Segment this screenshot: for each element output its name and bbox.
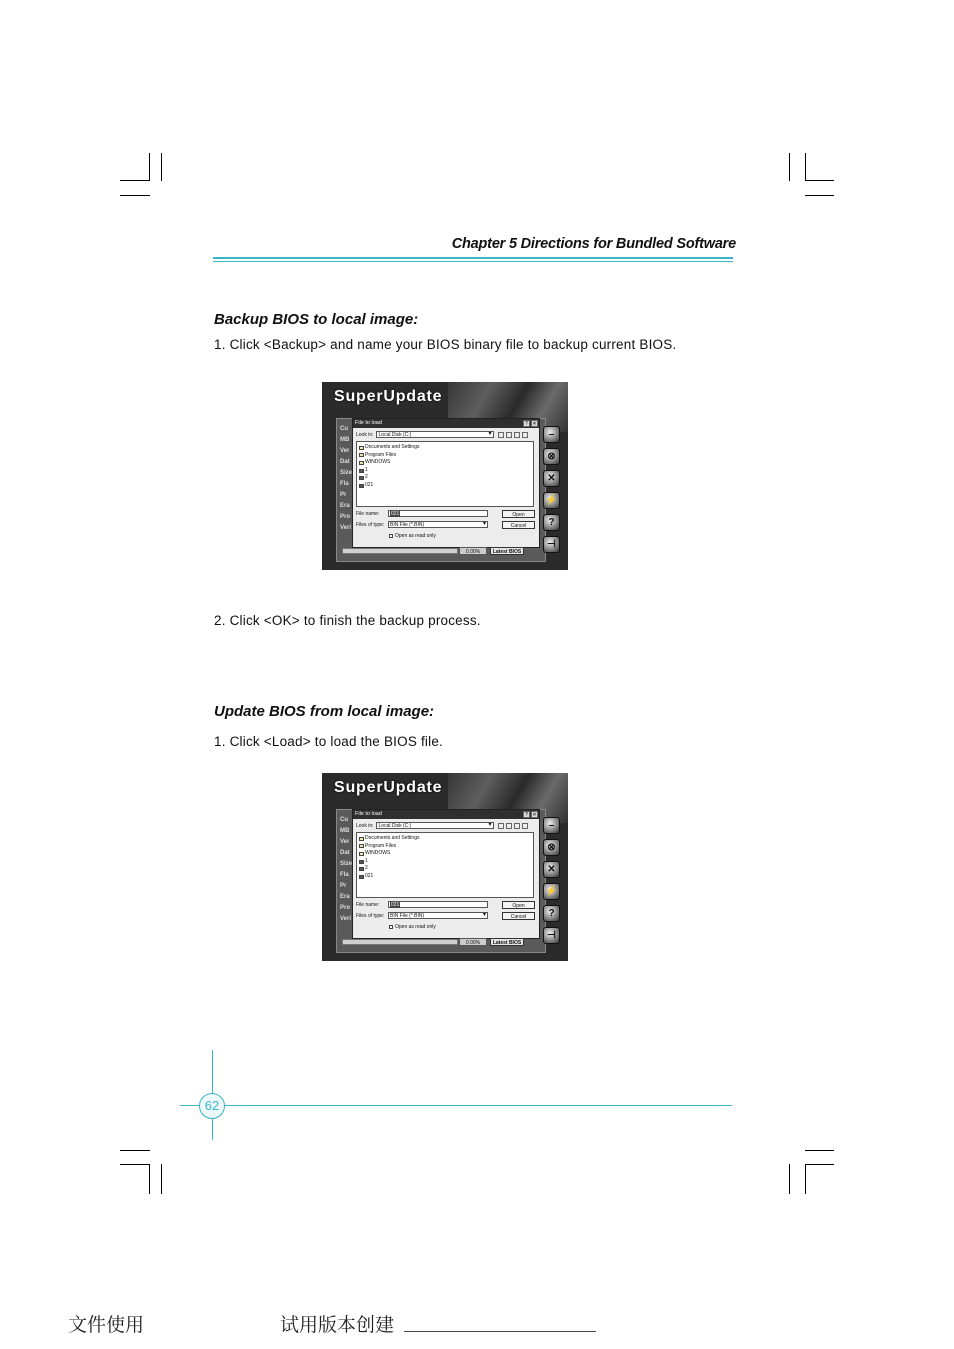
list-item[interactable] [359,444,531,452]
side-toolbar [543,817,561,949]
open-button[interactable]: Open [502,901,535,909]
close-icon[interactable]: ✕ [532,421,537,427]
back-icon[interactable] [498,432,504,438]
side-label: Ver [340,448,350,454]
latest-bios-button[interactable]: Latest BIOS [490,938,524,946]
crop-mark [805,153,806,181]
file-icon [359,867,364,871]
minimize-icon[interactable]: – [543,817,560,834]
file-name-label: File name: [356,901,380,908]
file-name-value: 021 [391,511,400,517]
list-item[interactable] [359,850,531,858]
list-item[interactable] [359,459,531,467]
flash-icon[interactable]: ⚡ [543,492,560,509]
crop-mark [805,195,834,196]
look-in-label: Look in: [356,822,374,829]
folder-icon [359,461,364,465]
new-folder-icon[interactable] [514,823,520,829]
file-name: 1 [365,857,368,864]
file-type-label: Files of type: [356,912,385,919]
readonly-label: Open as read only [395,924,436,930]
footer-left-text: 文件使用 [68,1314,145,1336]
file-icon [359,469,364,473]
crop-mark [120,1150,150,1151]
side-label: Size [340,470,353,476]
side-label: Ver [340,839,350,845]
readonly-checkbox[interactable] [389,925,393,929]
help-icon[interactable]: ? [543,514,560,531]
side-label: Pro [340,905,351,911]
minimize-icon[interactable]: – [543,426,560,443]
readonly-checkbox[interactable] [389,534,393,538]
crop-mark [805,1164,806,1194]
file-type-select[interactable]: BIN File (*.BIN) ▾ [388,521,488,528]
side-label: Dat [340,850,350,856]
step-backup-2: 2. Click <OK> to finish the backup process. [214,613,481,628]
file-name: 021 [365,872,374,879]
step-backup-1: 1. Click <Backup> and name your BIOS binary file to backup current BIOS. [214,337,677,352]
folder-icon [359,446,364,450]
crop-mark [120,195,150,196]
file-name-value: 021 [391,902,400,908]
flash-icon[interactable]: ⚡ [543,883,560,900]
close-icon[interactable]: ⊗ [543,839,560,856]
help-icon[interactable]: ? [523,811,530,818]
file-name: 2 [365,865,368,872]
file-name: WINDOWS [365,850,391,857]
side-label: Fla [340,872,349,878]
page-number: 62 [199,1093,225,1119]
crop-mark [120,180,150,181]
exit-icon[interactable]: ⊣ [543,927,560,944]
crop-mark [149,1164,150,1194]
dialog-title: File to load [355,811,382,817]
file-name: 2 [365,474,368,481]
tools-icon[interactable]: ✕ [543,861,560,878]
crop-mark [789,153,790,181]
file-name: WINDOWS [365,459,391,466]
exit-icon[interactable]: ⊣ [543,536,560,553]
side-label: Pr [340,492,347,498]
dialog-titlebar [353,810,539,819]
cancel-button[interactable]: Cancel [502,521,535,529]
new-folder-icon[interactable] [514,432,520,438]
side-label: Size [340,861,353,867]
file-icon [359,875,364,879]
file-icon [359,860,364,864]
step-update-1: 1. Click <Load> to load the BIOS file. [214,734,443,749]
file-dialog [352,809,540,939]
file-name: Program Files [365,451,397,458]
close-icon[interactable]: ⊗ [543,448,560,465]
side-label: Era [340,503,350,509]
view-menu-icon[interactable] [522,823,528,829]
help-icon[interactable]: ? [543,905,560,922]
look-in-select[interactable]: Local Disk (C:) ▾ [376,431,494,438]
page-horizontal-rule [180,1105,732,1106]
crop-mark [805,1150,834,1151]
tools-icon[interactable]: ✕ [543,470,560,487]
progress-percent: 0.00% [459,938,487,946]
list-item[interactable] [359,858,531,866]
crop-mark [161,153,162,181]
progress-bar [342,548,458,554]
up-folder-icon[interactable] [506,823,512,829]
side-label: Pr [340,883,347,889]
list-item[interactable] [359,467,531,475]
side-toolbar [543,426,561,558]
file-list [356,832,534,898]
superupdate-screenshot-2 [322,773,568,961]
up-folder-icon[interactable] [506,432,512,438]
side-label: Cu [340,817,348,823]
footer-underline [404,1331,596,1332]
section-title-backup: Backup BIOS to local image: [214,311,419,328]
file-name-input[interactable] [388,901,488,908]
crop-mark [805,180,834,181]
side-label: MB [340,437,350,443]
superupdate-screenshot-1 [322,382,568,570]
file-name: Documents and Settings [365,444,420,450]
crop-mark [161,1164,162,1194]
look-in-select[interactable]: Local Disk (C:) ▾ [376,822,494,829]
list-item[interactable] [359,835,531,843]
latest-bios-button[interactable]: Latest BIOS [490,547,524,555]
folder-icon [359,837,364,841]
cancel-button[interactable]: Cancel [502,912,535,920]
close-icon[interactable]: ✕ [532,812,537,818]
back-icon[interactable] [498,823,504,829]
view-menu-icon[interactable] [522,432,528,438]
open-button[interactable]: Open [502,510,535,518]
file-list [356,441,534,507]
dialog-titlebar [353,419,539,428]
file-name-input[interactable] [388,510,488,517]
section-title-update: Update BIOS from local image: [214,703,435,720]
list-item[interactable] [359,873,531,881]
side-label: MB [340,828,350,834]
side-label: Dat [340,459,350,465]
file-name: 1 [365,466,368,473]
list-item[interactable] [359,452,531,460]
file-icon [359,484,364,488]
crop-mark [149,153,150,181]
folder-icon [359,852,364,856]
side-label: Cu [340,426,348,432]
app-title: SuperUpdate [334,779,443,796]
folder-icon [359,453,364,457]
readonly-label: Open as read only [395,533,436,539]
app-title: SuperUpdate [334,388,443,405]
header-rule-thin [213,261,733,262]
file-name: Documents and Settings [365,835,420,841]
list-item[interactable] [359,482,531,490]
file-name-label: File name: [356,510,380,517]
crop-mark [789,1164,790,1194]
file-type-select[interactable]: BIN File (*.BIN) ▾ [388,912,488,919]
side-label: Era [340,894,350,900]
chapter-header: Chapter 5 Directions for Bundled Software [451,236,736,252]
progress-bar [342,939,458,945]
progress-percent: 0.00% [459,547,487,555]
file-dialog [352,418,540,548]
crop-mark [120,1164,150,1165]
file-name: Program Files [365,842,397,849]
side-label: Veri [340,525,352,531]
footer-right-text: 试用版本创建 [280,1314,395,1336]
crop-mark [805,1164,834,1165]
help-icon[interactable]: ? [523,420,530,427]
list-item[interactable] [359,474,531,482]
file-name: 021 [365,481,374,488]
file-icon [359,476,364,480]
side-label: Fla [340,481,349,487]
folder-icon [359,844,364,848]
dialog-title: File to load [355,420,382,426]
list-item[interactable] [359,843,531,851]
look-in-label: Look in: [356,431,374,438]
side-label: Pro [340,514,351,520]
side-label: Veri [340,916,352,922]
header-rule [213,257,733,259]
list-item[interactable] [359,865,531,873]
file-type-label: Files of type: [356,521,385,528]
